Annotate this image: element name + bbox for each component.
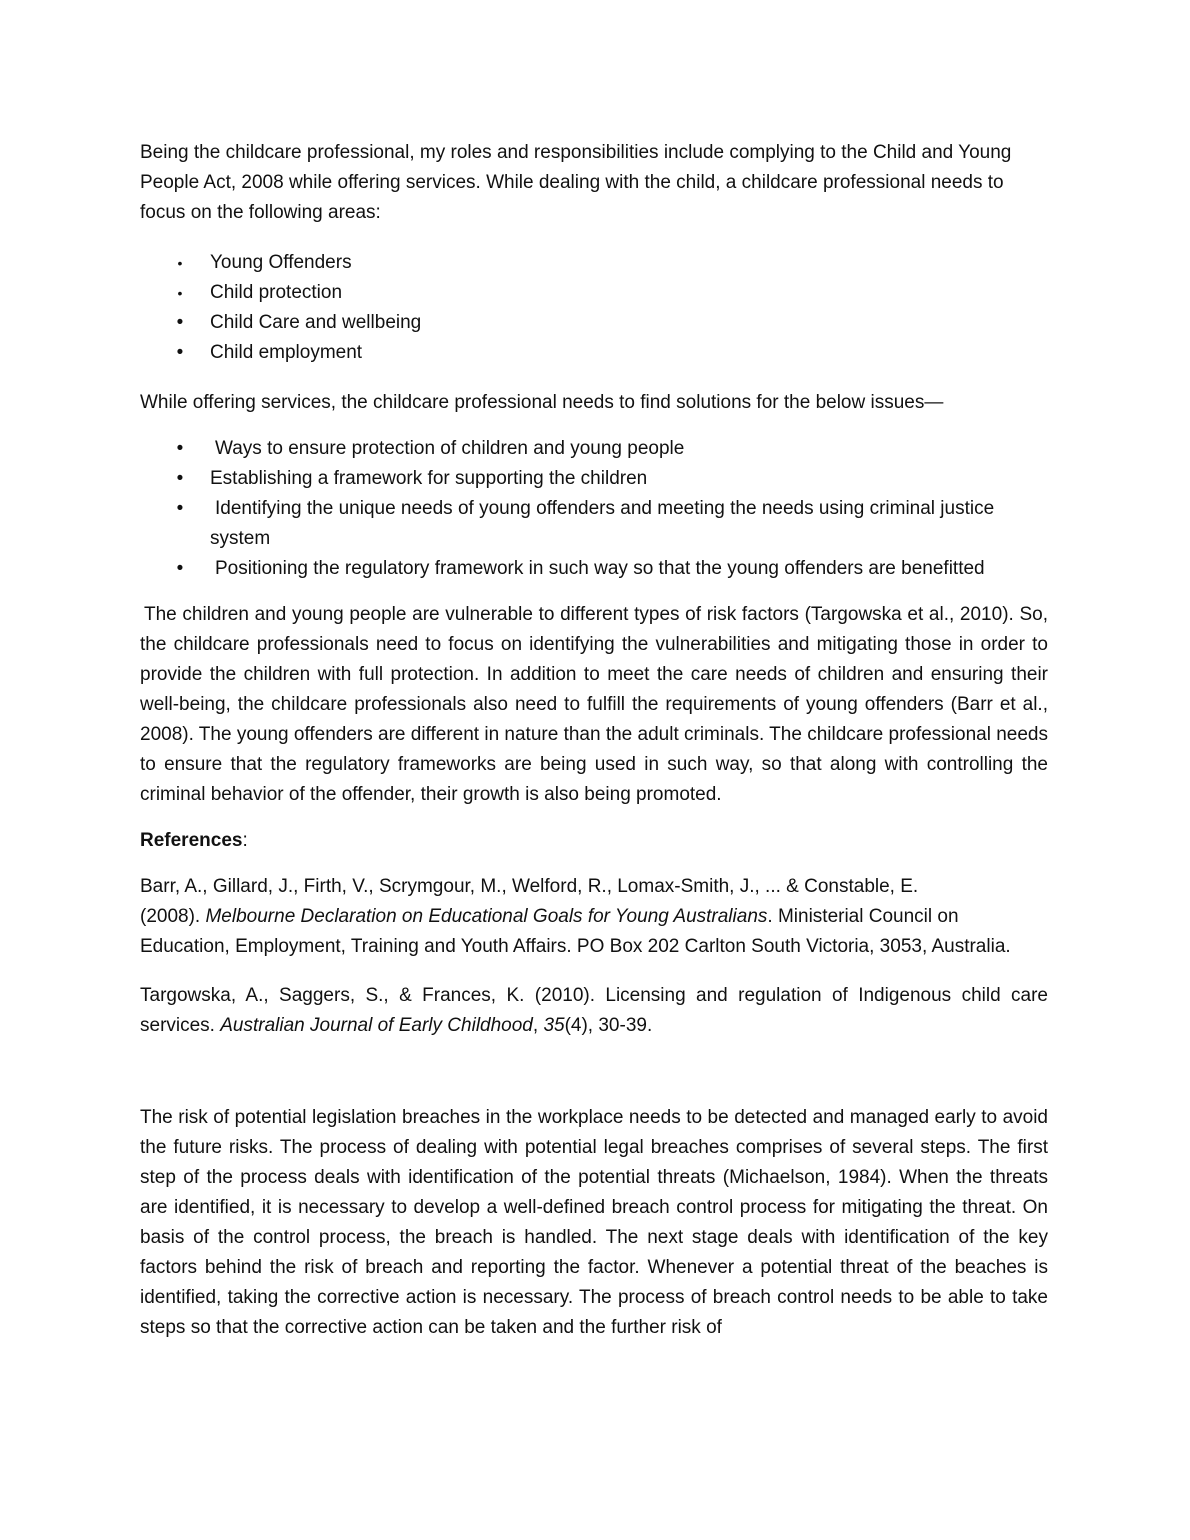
list-item-text: Child protection (210, 282, 343, 303)
list-item-text: Ways to ensure protection of children and young people (215, 438, 685, 459)
issues-list (140, 434, 1048, 584)
document-page (140, 138, 1048, 1343)
reference-publisher: . Ministerial Council on Education, Employment, Training and Youth Affairs. PO Box 202 Carlton South Victoria, 3053, Australia. (140, 906, 1011, 957)
issues-lead-paragraph: While offering services, the childcare professional needs to find solutions for the below issues— (140, 392, 944, 413)
list-item (140, 494, 1048, 554)
reference-entry (140, 981, 1048, 1041)
focus-areas-list (140, 248, 1048, 368)
list-item (140, 434, 1048, 464)
list-item (140, 464, 1048, 494)
list-item-text: Child employment (210, 342, 363, 363)
bullet-icon: • (176, 558, 184, 579)
bullet-icon: • (177, 255, 183, 271)
list-item (140, 278, 1048, 308)
list-item (140, 248, 1048, 278)
list-item (140, 338, 1048, 368)
reference-pages: (4), 30-39. (564, 1015, 653, 1036)
reference-text: Targowska, A., Saggers, S., & Frances, K. (2010). Licensing and regulation of Indigenous child care services. (140, 985, 1048, 1036)
body-paragraph (140, 600, 1048, 810)
reference-year: (2008). (140, 906, 206, 927)
references-heading-text: References (140, 830, 243, 851)
references-heading (140, 826, 1048, 856)
list-item-text: Child Care and wellbeing (210, 312, 422, 333)
reference-entry (140, 872, 1048, 962)
list-item-text: Establishing a framework for supporting the children (210, 468, 648, 489)
list-item-text: Positioning the regulatory framework in such way so that the young offenders are benefitted (215, 558, 985, 579)
final-paragraph: The risk of potential legislation breaches in the workplace needs to be detected and managed early to avoid the future risks. The process of dealing with potential legal breaches comprises of several steps. The first step of the process deals with identification of the potential threats (Michaelson, 1984). When the threats are identified, it is necessary to develop a well-defined breach control process for mitigating the threat. On basis of the control process, the breach is handled. The next stage deals with identification of the key factors behind the risk of breach and reporting the factor. Whenever a potential threat of the beaches is identified, taking the corrective action is necessary. The process of breach control needs to be able to take steps so that the corrective action can be taken and the further risk of (140, 1107, 1048, 1338)
reference-authors: Barr, A., Gillard, J., Firth, V., Scrymgour, M., Welford, R., Lomax-Smith, J., ... & Constable, E. (140, 876, 919, 897)
list-item-text: Young Offenders (210, 252, 352, 273)
body-paragraph-text: The children and young people are vulnerable to different types of risk factors (Targowska et al., 2010). So, the childcare professionals need to focus on identifying the vulnerabilities and mitigating those in order to provide the children with full protection. In addition to meet the care needs of children and ensuring their well-being, the childcare professionals also need to fulfill the requirements of young offenders (Barr et al., 2008). The young offenders are different in nature than the adult criminals. The childcare professional needs to ensure that the regulatory frameworks are being used in such way, so that along with controlling the criminal behavior of the offender, their growth is also being promoted. (140, 604, 1049, 805)
reference-title: Melbourne Declaration on Educational Goals for Young Australians (205, 906, 768, 927)
bullet-icon: • (176, 468, 184, 489)
references-heading-colon: : (242, 830, 248, 851)
bullet-icon: • (176, 438, 184, 459)
bullet-icon: • (176, 312, 184, 333)
list-item (140, 308, 1048, 338)
reference-separator: , (532, 1015, 544, 1036)
list-item (140, 554, 1048, 584)
bullet-icon: • (176, 498, 184, 519)
reference-volume: 35 (543, 1015, 565, 1036)
bullet-icon: • (177, 285, 183, 301)
intro-paragraph: Being the childcare professional, my roles and responsibilities include complying to the Child and Young People Act, 2008 while offering services. While dealing with the child, a childcare professional needs to focus on the following areas: (140, 142, 1012, 223)
bullet-icon: • (176, 342, 184, 363)
list-item-text: Identifying the unique needs of young offenders and meeting the needs using criminal justice system (210, 498, 995, 549)
reference-journal: Australian Journal of Early Childhood (220, 1015, 533, 1036)
